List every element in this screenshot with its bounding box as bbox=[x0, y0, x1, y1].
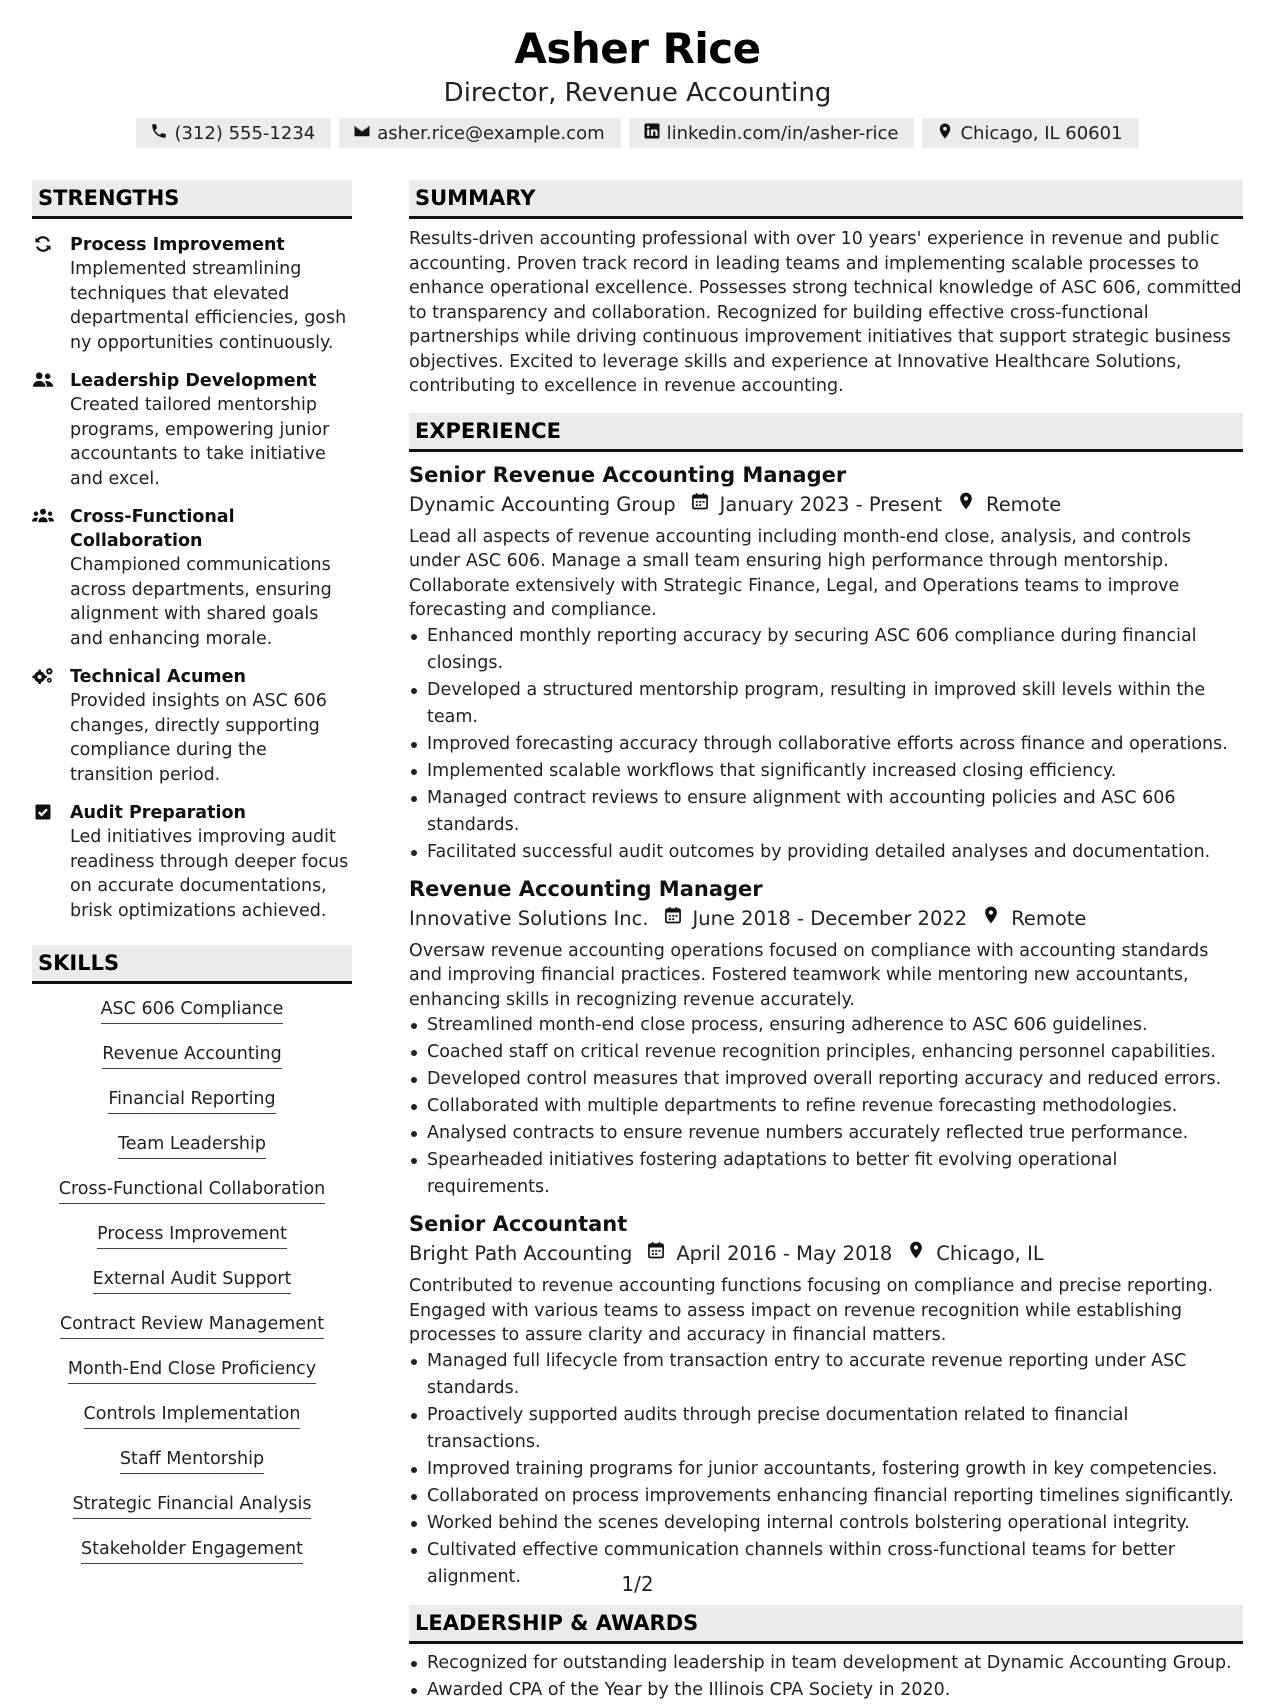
job-description: Lead all aspects of revenue accounting including month-end close, analysis, and controls under ASC 606. Manage a small team ensuring high performance through mentorship. Collaborate extensively with Strategic Finance, Legal, and Operations teams to improve forecasting and compliance. bbox=[409, 526, 1191, 620]
left-column bbox=[32, 180, 352, 1583]
skills-heading: SKILLS bbox=[32, 945, 352, 984]
skill-tag bbox=[32, 1358, 352, 1384]
contact-email-text: asher.rice@example.com bbox=[377, 122, 605, 144]
list-item: Collaborated on process improvements enhancing financial reporting timelines significantly. bbox=[427, 1483, 1243, 1510]
job-meta bbox=[409, 905, 1243, 933]
skill-tag bbox=[32, 1313, 352, 1339]
strength-desc: Implemented streamlining techniques that elevated departmental efficiencies, gosh ny opportunities continuously. bbox=[70, 259, 347, 353]
skill-tag bbox=[32, 1178, 352, 1204]
skill-tag bbox=[32, 1133, 352, 1159]
job-description: Oversaw revenue accounting operations focused on compliance with accounting standards and improving financial practices. Fostered teamwork while mentoring new accountants, enhancing skills in recognizing revenue accurately. bbox=[409, 940, 1209, 1010]
skills-list bbox=[32, 998, 352, 1564]
phone-icon bbox=[150, 122, 168, 145]
map-pin-icon bbox=[942, 491, 986, 519]
skill-label: Staff Mentorship bbox=[120, 1448, 264, 1474]
job-company: Bright Path Accounting bbox=[409, 1242, 633, 1265]
skill-label: Month-End Close Proficiency bbox=[68, 1358, 316, 1384]
skill-tag bbox=[32, 1268, 352, 1294]
calendar-icon bbox=[676, 491, 720, 519]
list-item: Analysed contracts to ensure revenue numbers accurately reflected true performance. bbox=[427, 1120, 1243, 1147]
list-item: Improved training programs for junior accountants, fostering growth in key competencies. bbox=[427, 1456, 1243, 1483]
skill-tag bbox=[32, 1538, 352, 1564]
strength-item bbox=[32, 801, 352, 923]
contact-linkedin-text: linkedin.com/in/asher-rice bbox=[666, 122, 899, 144]
list-item: Implemented scalable workflows that significantly increased closing efficiency. bbox=[427, 758, 1243, 785]
map-pin-icon bbox=[936, 122, 954, 145]
strength-title: Cross-Functional Collaboration bbox=[70, 507, 235, 551]
job-company: Innovative Solutions Inc. bbox=[409, 906, 649, 930]
strength-title: Leadership Development bbox=[70, 371, 317, 391]
skill-label: Strategic Financial Analysis bbox=[73, 1493, 312, 1519]
job-bullets bbox=[409, 1012, 1243, 1201]
refresh-icon bbox=[32, 233, 70, 355]
linkedin-icon bbox=[643, 122, 661, 145]
contact-linkedin[interactable] bbox=[629, 118, 915, 148]
list-item: Coached staff on critical revenue recognition principles, enhancing personnel capabilities. bbox=[427, 1039, 1243, 1066]
envelope-icon bbox=[353, 122, 371, 145]
job-description: Contributed to revenue accounting functions focusing on compliance and precise reporting. Engaged with various teams to assess impact on revenue recognition while establishing processes to assure clarity and accuracy in financial matters. bbox=[409, 1276, 1214, 1345]
skill-tag bbox=[32, 1043, 352, 1069]
skill-tag bbox=[32, 1448, 352, 1474]
strength-desc: Championed communications across departments, ensuring alignment with shared goals and enhancing morale. bbox=[70, 555, 332, 649]
skill-tag bbox=[32, 1493, 352, 1519]
job-entry bbox=[409, 461, 1243, 866]
list-item: Developed control measures that improved overall reporting accuracy and reduced errors. bbox=[427, 1066, 1243, 1093]
list-item: Proactively supported audits through precise documentation related to financial transactions. bbox=[427, 1402, 1243, 1456]
strength-item bbox=[32, 665, 352, 787]
page-number: 1/2 bbox=[621, 1572, 654, 1596]
group-icon bbox=[32, 505, 70, 651]
right-column bbox=[409, 180, 1243, 1704]
job-title: Revenue Accounting Manager bbox=[409, 876, 763, 901]
contact-phone bbox=[136, 118, 331, 148]
list-item: Managed full lifecycle from transaction entry to accurate revenue reporting under ASC standards. bbox=[427, 1348, 1243, 1402]
list-item: Cultivated effective communication channels within cross-functional teams for better alignment. bbox=[427, 1537, 1243, 1591]
skill-label: Stakeholder Engagement bbox=[81, 1538, 303, 1564]
job-location: Chicago, IL bbox=[936, 1242, 1044, 1265]
contact-email[interactable] bbox=[339, 118, 620, 148]
map-pin-icon bbox=[892, 1240, 936, 1268]
job-location: Remote bbox=[986, 492, 1062, 516]
contact-bar bbox=[0, 118, 1275, 148]
list-item: Improved forecasting accuracy through collaborative efforts across finance and operations. bbox=[427, 731, 1243, 758]
awards-list bbox=[409, 1650, 1243, 1704]
job-dates: January 2023 - Present bbox=[719, 492, 943, 516]
candidate-name: Asher Rice bbox=[514, 24, 761, 73]
resume-header bbox=[0, 20, 1275, 148]
job-entry bbox=[409, 875, 1243, 1202]
calendar-icon bbox=[632, 1240, 676, 1268]
skill-label: Cross-Functional Collaboration bbox=[59, 1178, 326, 1204]
job-title: Senior Accountant bbox=[409, 1212, 628, 1236]
summary-heading: SUMMARY bbox=[409, 180, 1243, 219]
list-item: Developed a structured mentorship program, resulting in improved skill levels within the team. bbox=[427, 677, 1243, 731]
strength-item bbox=[32, 233, 352, 355]
skill-label: External Audit Support bbox=[93, 1268, 292, 1294]
skill-label: Process Improvement bbox=[97, 1223, 287, 1249]
job-meta bbox=[409, 491, 1243, 519]
experience-heading: EXPERIENCE bbox=[409, 413, 1243, 452]
list-item: Managed contract reviews to ensure alignment with accounting policies and ASC 606 standards. bbox=[427, 785, 1243, 839]
job-bullets bbox=[409, 1348, 1243, 1591]
checkbox-icon bbox=[32, 801, 70, 923]
job-dates: April 2016 - May 2018 bbox=[676, 1242, 893, 1265]
skill-tag bbox=[32, 998, 352, 1024]
contact-location-text: Chicago, IL 60601 bbox=[960, 122, 1123, 144]
strength-title: Audit Preparation bbox=[70, 803, 246, 823]
job-location: Remote bbox=[1011, 906, 1087, 930]
skill-tag bbox=[32, 1223, 352, 1249]
job-bullets bbox=[409, 623, 1243, 866]
skill-label: Controls Implementation bbox=[84, 1403, 301, 1429]
awards-heading: LEADERSHIP & AWARDS bbox=[409, 1605, 1243, 1644]
strength-desc: Provided insights on ASC 606 changes, directly supporting compliance during the transition period. bbox=[70, 691, 327, 785]
candidate-title: Director, Revenue Accounting bbox=[443, 78, 832, 108]
list-item: Streamlined month-end close process, ensuring adherence to ASC 606 guidelines. bbox=[427, 1012, 1243, 1039]
list-item: Awarded CPA of the Year by the Illinois CPA Society in 2020. bbox=[427, 1677, 1243, 1704]
skill-label: Financial Reporting bbox=[108, 1088, 275, 1114]
skill-tag bbox=[32, 1403, 352, 1429]
skill-label: ASC 606 Compliance bbox=[101, 998, 284, 1024]
job-dates: June 2018 - December 2022 bbox=[692, 906, 968, 930]
calendar-icon bbox=[649, 905, 693, 933]
list-item: Spearheaded initiatives fostering adaptations to better fit evolving operational requirements. bbox=[427, 1147, 1243, 1201]
job-entry bbox=[409, 1210, 1243, 1591]
job-title: Senior Revenue Accounting Manager bbox=[409, 462, 847, 487]
skill-label: Revenue Accounting bbox=[102, 1043, 282, 1069]
skill-tag bbox=[32, 1088, 352, 1114]
list-item: Recognized for outstanding leadership in team development at Dynamic Accounting Group. bbox=[427, 1650, 1243, 1677]
strengths-heading: STRENGTHS bbox=[32, 180, 352, 219]
gears-icon bbox=[32, 665, 70, 787]
summary-text: Results-driven accounting professional with over 10 years' experience in revenue and public accounting. Proven track record in leading teams and implementing scalable processes to enhance operational excellence. Possesses strong technical knowledge of ASC 606, committed to transparency and collaboration. Recognized for building effective cross-functional partnerships while driving continuous improvement initiatives that support strategic business objectives. Excited to leverage skills and experience at Innovative Healthcare Solutions, contributing to excellence in revenue accounting. bbox=[409, 229, 1242, 396]
strength-title: Technical Acumen bbox=[70, 667, 246, 687]
strength-desc: Led initiatives improving audit readiness through deeper focus on accurate documentations, brisk optimizations achieved. bbox=[70, 827, 349, 921]
job-company: Dynamic Accounting Group bbox=[409, 492, 676, 516]
map-pin-icon bbox=[967, 905, 1011, 933]
strength-item bbox=[32, 505, 352, 651]
contact-location bbox=[922, 118, 1138, 148]
skill-label: Team Leadership bbox=[118, 1133, 266, 1159]
list-item: Collaborated with multiple departments to refine revenue forecasting methodologies. bbox=[427, 1093, 1243, 1120]
skill-label: Contract Review Management bbox=[60, 1313, 324, 1339]
users-icon bbox=[32, 369, 70, 491]
strength-desc: Created tailored mentorship programs, empowering junior accountants to take initiative and excel. bbox=[70, 395, 330, 489]
list-item: Facilitated successful audit outcomes by providing detailed analyses and documentation. bbox=[427, 839, 1243, 866]
job-meta bbox=[409, 1240, 1243, 1268]
strength-item bbox=[32, 369, 352, 491]
list-item: Worked behind the scenes developing internal controls bolstering operational integrity. bbox=[427, 1510, 1243, 1537]
list-item: Enhanced monthly reporting accuracy by securing ASC 606 compliance during financial closings. bbox=[427, 623, 1243, 677]
contact-phone-text: (312) 555-1234 bbox=[174, 122, 316, 144]
strength-title: Process Improvement bbox=[70, 235, 285, 255]
